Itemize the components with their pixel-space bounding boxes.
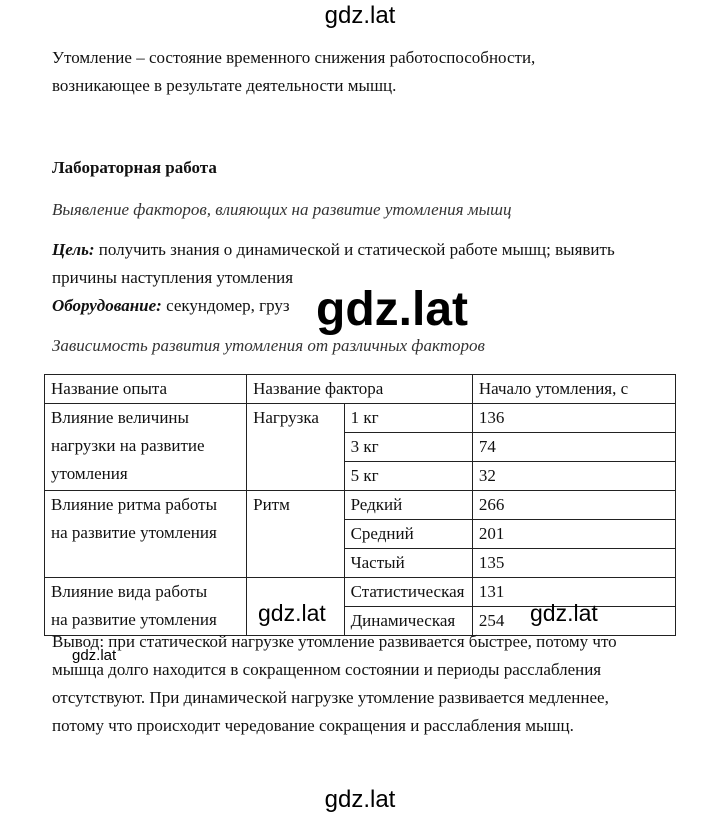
header-onset: Начало утомления, с bbox=[472, 375, 675, 404]
table-row bbox=[45, 491, 676, 520]
definition-line: Утомление – состояние временного снижения работоспособности, bbox=[52, 48, 536, 67]
definition-paragraph bbox=[52, 44, 682, 100]
value-cell: 131 bbox=[472, 578, 675, 607]
level-cell: 3 кг bbox=[344, 433, 472, 462]
conclusion-line: Вывод: при статической нагрузке утомление развивается быстрее, потому что bbox=[52, 632, 617, 651]
conclusion-line: мышца долго находится в сокращенном состоянии и периоды расслабления bbox=[52, 660, 602, 679]
level-cell: 1 кг bbox=[344, 404, 472, 433]
results-table bbox=[44, 374, 676, 636]
experiment-line: Влияние вида работы bbox=[51, 582, 208, 601]
lab-subtitle: Выявление факторов, влияющих на развитие утомления мышц bbox=[52, 200, 512, 219]
goal-label: Цель: bbox=[52, 240, 95, 259]
factor-cell: Ритм bbox=[247, 491, 344, 578]
goal-text-line2: причины наступления утомления bbox=[52, 268, 294, 287]
level-cell: Динамическая bbox=[344, 607, 472, 636]
level-cell: Статистическая bbox=[344, 578, 472, 607]
conclusion-line: отсутствуют. При динамической нагрузке утомление развивается медленнее, bbox=[52, 688, 609, 707]
level-cell: Редкий bbox=[344, 491, 472, 520]
conclusion-paragraph bbox=[52, 628, 682, 740]
value-cell: 136 bbox=[472, 404, 675, 433]
header-factor: Название фактора bbox=[247, 375, 473, 404]
experiment-line: на развитие утомления bbox=[51, 610, 217, 629]
experiment-line: Влияние величины bbox=[51, 408, 189, 427]
factor-cell: Нагрузка bbox=[247, 404, 344, 491]
table-row bbox=[45, 404, 676, 433]
goal-text: получить знания о динамической и статической работе мышц; выявить bbox=[94, 240, 615, 259]
experiment-line: нагрузки на развитие bbox=[51, 436, 205, 455]
experiment-cell bbox=[45, 578, 247, 636]
table-header-row bbox=[45, 375, 676, 404]
experiment-line: на развитие утомления bbox=[51, 523, 217, 542]
lab-title: Лабораторная работа bbox=[52, 158, 217, 177]
watermark-top: gdz.lat bbox=[324, 2, 396, 29]
watermark-mid-left: gdz.lat bbox=[258, 600, 326, 626]
definition-line: возникающее в результате деятельности мышц. bbox=[52, 76, 397, 95]
level-cell: Частый bbox=[344, 549, 472, 578]
level-cell: Средний bbox=[344, 520, 472, 549]
equipment-text: секундомер, груз bbox=[161, 296, 290, 315]
watermark-bottom: gdz.lat bbox=[324, 786, 396, 813]
experiment-line: утомления bbox=[51, 464, 128, 483]
experiment-line: Влияние ритма работы bbox=[51, 495, 218, 514]
value-cell: 201 bbox=[472, 520, 675, 549]
experiment-cell bbox=[45, 491, 247, 578]
conclusion-line: потому что происходит чередование сокращения и расслабления мышц. bbox=[52, 716, 574, 735]
watermark-large: gdz.lat bbox=[316, 283, 468, 336]
watermark-mid-right: gdz.lat bbox=[530, 600, 598, 626]
header-experiment: Название опыта bbox=[45, 375, 247, 404]
value-cell: 266 bbox=[472, 491, 675, 520]
value-cell: 135 bbox=[472, 549, 675, 578]
equipment-label: Оборудование: bbox=[52, 296, 162, 315]
value-cell: 254 bbox=[472, 607, 675, 636]
watermark-small: gdz.lat bbox=[72, 647, 117, 664]
value-cell: 74 bbox=[472, 433, 675, 462]
experiment-cell bbox=[45, 404, 247, 491]
table-caption: Зависимость развития утомления от различных факторов bbox=[52, 336, 485, 355]
level-cell: 5 кг bbox=[344, 462, 472, 491]
value-cell: 32 bbox=[472, 462, 675, 491]
